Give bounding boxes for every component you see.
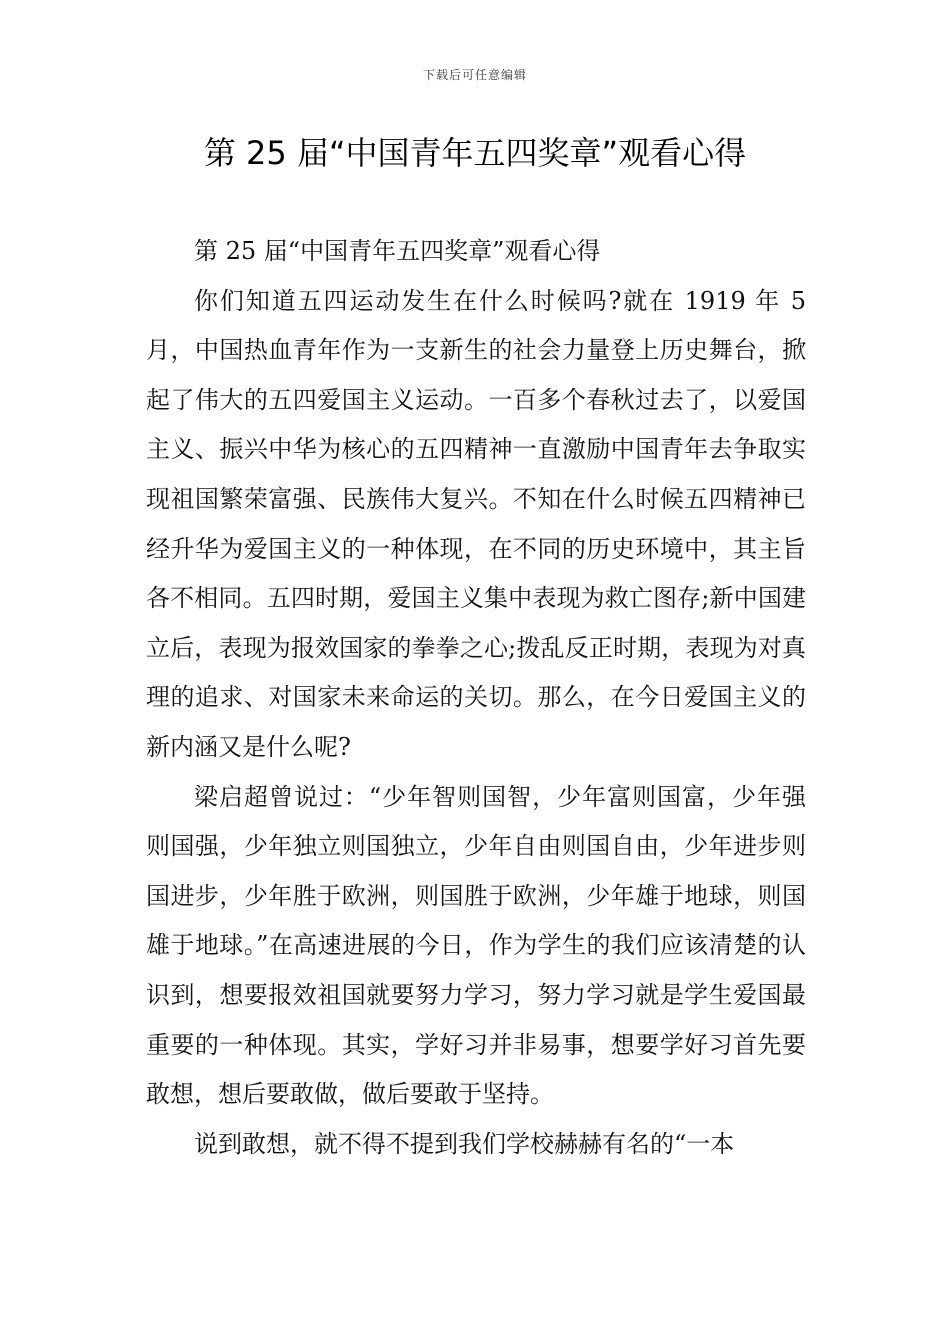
- document-title: 第 25 届“中国青年五四奖章”观看心得: [203, 134, 747, 172]
- body-paragraph: 你们知道五四运动发生在什么时候吗?就在 1919 年 5 月，中国热血青年作为一支新生的社会力量登上历史舞台，掀起了伟大的五四爱国主义运动。一百多个春秋过去了，以爱国主义、振兴中华为核心的五四精神一直激励中国青年去争取实现祖国繁荣富强、民族伟大复兴。不知在什么时候五四精神已经升华为爱国主义的一种体现，在不同的历史环境中，其主旨各不相同。五四时期，爱国主义集中表现为救亡图存;新中国建立后，表现为报效国家的拳拳之心;拨乱反正时期，表现为对真理的追求、对国家未来命运的关切。那么，在今日爱国主义的新内涵又是什么呢?: [146, 286, 806, 761]
- document-body: [146, 227, 806, 1169]
- subtitle-paragraph: 第 25 届“中国青年五四奖章”观看心得: [194, 237, 601, 265]
- header-note: 下载后可任意编辑: [422, 68, 527, 82]
- body-paragraph: 梁启超曾说过：“少年智则国智，少年富则国富，少年强则国强，少年独立则国独立，少年自由则国自由，少年进步则国进步，少年胜于欧洲，则国胜于欧洲，少年雄于地球，则国雄于地球。”在高速进展的今日，作为学生的我们应该清楚的认识到，想要报效祖国就要努力学习，努力学习就是学生爱国最重要的一种体现。其实，学好习并非易事，想要学好习首先要敢想，想后要敢做，做后要敢于坚持。: [146, 782, 806, 1109]
- body-paragraph: 说到敢想，就不得不提到我们学校赫赫有名的“一本: [194, 1129, 735, 1158]
